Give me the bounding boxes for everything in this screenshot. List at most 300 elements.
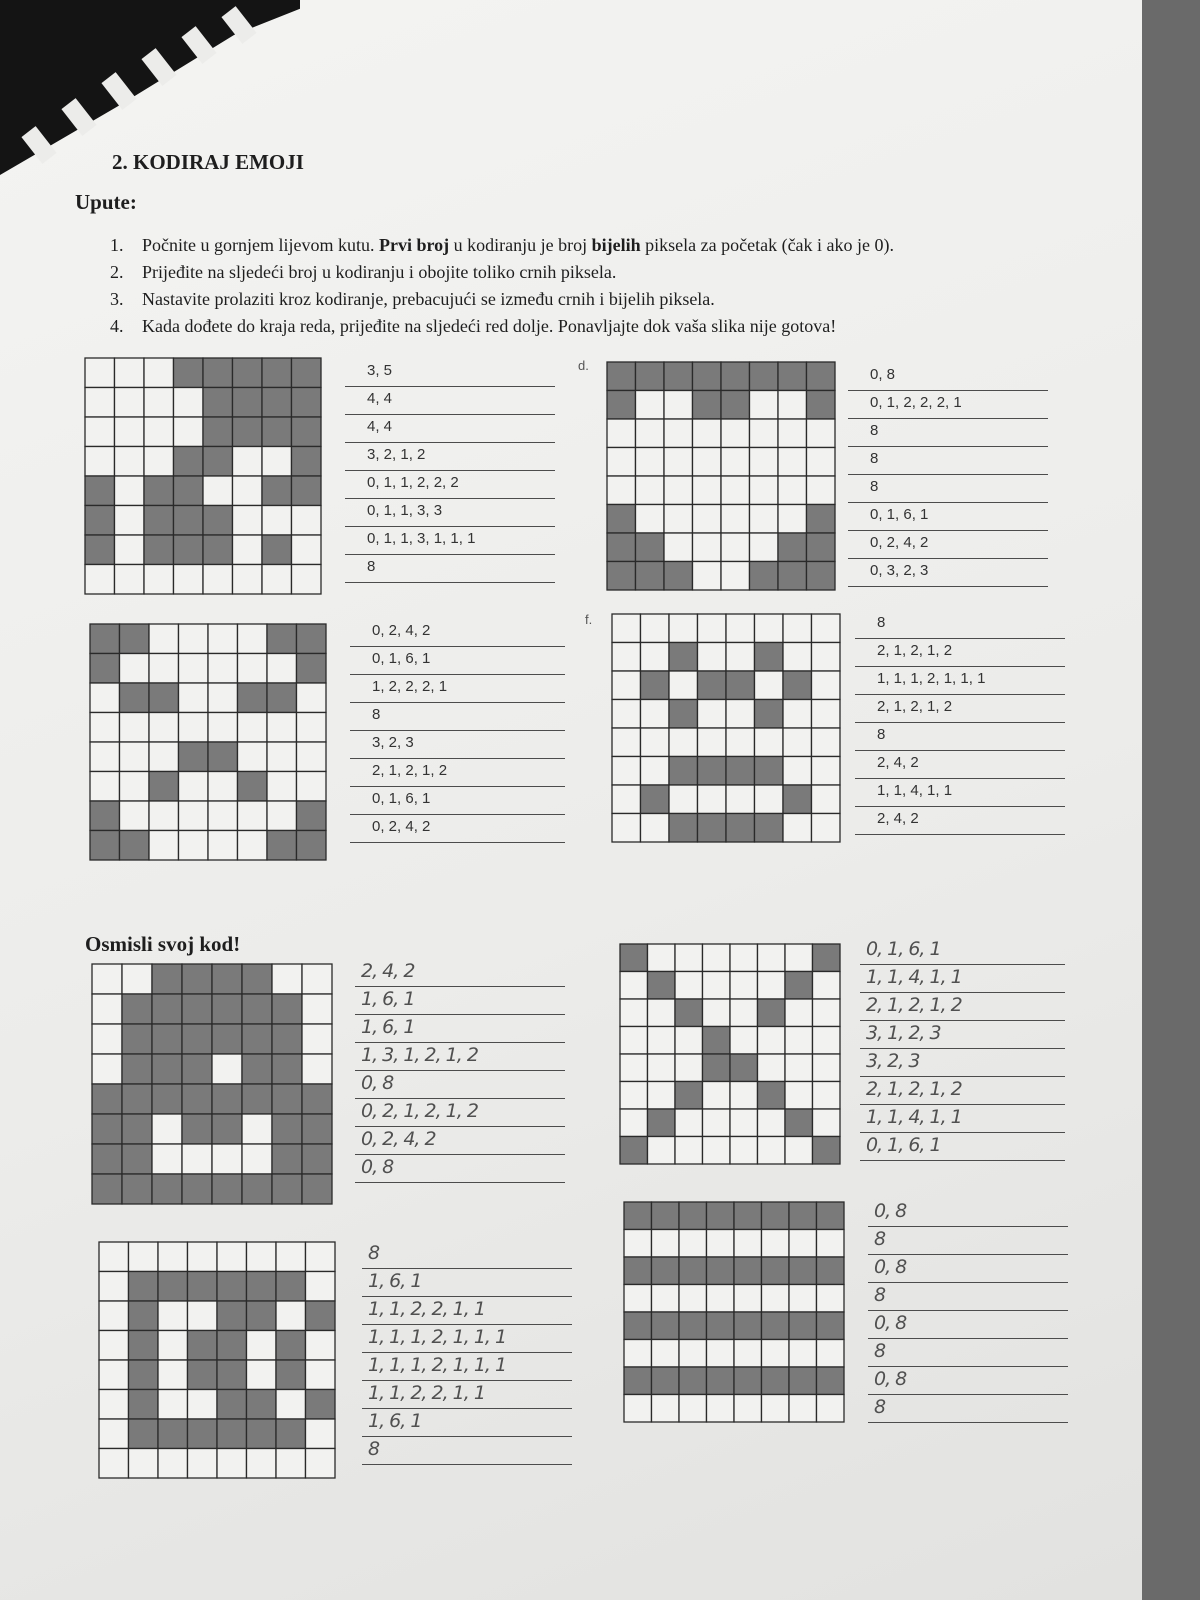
code-line: 0, 1, 6, 1	[848, 504, 1048, 531]
blank-pixel	[669, 728, 698, 757]
blank-pixel	[785, 944, 813, 972]
blank-pixel	[813, 1109, 841, 1137]
shaded-pixel	[721, 362, 750, 391]
blank-pixel	[698, 614, 727, 643]
blank-pixel	[721, 505, 750, 534]
blank-pixel	[624, 1285, 652, 1313]
instruction-item	[110, 313, 1110, 340]
blank-pixel	[238, 801, 268, 831]
instruction-item	[110, 286, 1110, 313]
blank-pixel	[129, 1449, 159, 1479]
shaded-pixel	[783, 785, 812, 814]
blank-pixel	[242, 1114, 272, 1144]
shaded-pixel	[203, 447, 233, 477]
blank-pixel	[817, 1395, 845, 1423]
shaded-pixel	[122, 1084, 152, 1114]
shaded-pixel	[726, 671, 755, 700]
shaded-pixel	[149, 772, 179, 802]
blank-pixel	[302, 964, 332, 994]
blank-pixel	[212, 1144, 242, 1174]
blank-pixel	[152, 1144, 182, 1174]
blank-pixel	[693, 505, 722, 534]
shaded-pixel	[652, 1257, 680, 1285]
blank-pixel	[703, 972, 731, 1000]
shaded-pixel	[302, 1084, 332, 1114]
blank-pixel	[624, 1230, 652, 1258]
blank-pixel	[664, 419, 693, 448]
shaded-pixel	[785, 1109, 813, 1137]
shaded-pixel	[217, 1301, 247, 1331]
blank-pixel	[144, 388, 174, 418]
blank-pixel	[693, 419, 722, 448]
blank-pixel	[785, 1054, 813, 1082]
code-line: 0, 1, 1, 2, 2, 2	[345, 472, 555, 499]
code-line: 0, 1, 6, 1	[350, 788, 565, 815]
shaded-pixel	[212, 994, 242, 1024]
blank-pixel	[624, 1395, 652, 1423]
shaded-pixel	[624, 1367, 652, 1395]
blank-pixel	[612, 757, 641, 786]
blank-pixel	[233, 506, 263, 536]
instruction-number: 3.	[110, 289, 124, 309]
shaded-pixel	[217, 1331, 247, 1361]
blank-pixel	[812, 614, 841, 643]
shaded-pixel	[212, 1174, 242, 1204]
shaded-pixel	[272, 1114, 302, 1144]
instruction-number: 1.	[110, 235, 124, 255]
blank-pixel	[262, 447, 292, 477]
blank-pixel	[179, 831, 209, 861]
shaded-pixel	[789, 1257, 817, 1285]
shaded-pixel	[698, 757, 727, 786]
shaded-pixel	[276, 1419, 306, 1449]
blank-pixel	[755, 671, 784, 700]
shaded-pixel	[212, 964, 242, 994]
shaded-pixel	[122, 1174, 152, 1204]
shaded-pixel	[726, 814, 755, 843]
blank-pixel	[306, 1419, 336, 1449]
shaded-pixel	[679, 1202, 707, 1230]
blank-pixel	[703, 1109, 731, 1137]
code-line: 0, 3, 2, 3	[848, 560, 1048, 587]
blank-pixel	[612, 671, 641, 700]
shaded-pixel	[92, 1174, 122, 1204]
blank-pixel	[734, 1395, 762, 1423]
blank-pixel	[99, 1301, 129, 1331]
shaded-pixel	[778, 562, 807, 591]
shaded-pixel	[262, 535, 292, 565]
code-line: 1, 1, 1, 2, 1, 1, 1	[855, 668, 1065, 695]
blank-pixel	[276, 1390, 306, 1420]
blank-pixel	[817, 1285, 845, 1313]
blank-pixel	[652, 1395, 680, 1423]
blank-pixel	[242, 1144, 272, 1174]
code-line: 0, 1, 1, 3, 1, 1, 1	[345, 528, 555, 555]
instructions-heading: Upute:	[75, 190, 137, 214]
shaded-pixel	[85, 476, 115, 506]
blank-pixel	[783, 757, 812, 786]
blank-pixel	[158, 1449, 188, 1479]
blank-pixel	[208, 654, 238, 684]
blank-pixel	[144, 447, 174, 477]
code-line: 8	[345, 556, 555, 583]
blank-pixel	[778, 505, 807, 534]
shaded-pixel	[750, 362, 779, 391]
blank-pixel	[188, 1301, 218, 1331]
shaded-pixel	[174, 506, 204, 536]
blank-pixel	[233, 476, 263, 506]
code-line: 4, 4	[345, 388, 555, 415]
shaded-pixel	[652, 1202, 680, 1230]
blank-pixel	[679, 1230, 707, 1258]
code-line: 8	[868, 1284, 1068, 1311]
shaded-pixel	[272, 1174, 302, 1204]
shaded-pixel	[90, 624, 120, 654]
blank-pixel	[664, 533, 693, 562]
shaded-pixel	[807, 562, 836, 591]
shaded-pixel	[203, 535, 233, 565]
blank-pixel	[734, 1285, 762, 1313]
blank-pixel	[302, 1054, 332, 1084]
blank-pixel	[693, 476, 722, 505]
code-line: 4, 4	[345, 416, 555, 443]
code-line: 1, 1, 2, 2, 1, 1	[362, 1382, 572, 1409]
blank-pixel	[115, 417, 145, 447]
shaded-pixel	[233, 417, 263, 447]
shaded-pixel	[758, 1082, 786, 1110]
blank-pixel	[755, 785, 784, 814]
blank-pixel	[115, 565, 145, 595]
blank-pixel	[115, 358, 145, 388]
instruction-text: Nastavite prolaziti kroz kodiranje, prebacujući se između crnih i bijelih piksela.	[142, 289, 715, 309]
blank-pixel	[292, 506, 322, 536]
blank-pixel	[664, 476, 693, 505]
blank-pixel	[703, 999, 731, 1027]
blank-pixel	[203, 476, 233, 506]
shaded-pixel	[272, 1024, 302, 1054]
blank-pixel	[679, 1285, 707, 1313]
blank-pixel	[648, 1054, 676, 1082]
shaded-pixel	[807, 505, 836, 534]
shaded-pixel	[272, 994, 302, 1024]
shaded-pixel	[182, 1084, 212, 1114]
blank-pixel	[679, 1395, 707, 1423]
blank-pixel	[99, 1449, 129, 1479]
code-line: 0, 2, 4, 2	[350, 816, 565, 843]
blank-pixel	[812, 700, 841, 729]
shaded-pixel	[120, 624, 150, 654]
blank-pixel	[812, 643, 841, 672]
blank-pixel	[297, 683, 327, 713]
blank-pixel	[179, 713, 209, 743]
blank-pixel	[721, 419, 750, 448]
shaded-pixel	[669, 814, 698, 843]
blank-pixel	[217, 1242, 247, 1272]
blank-pixel	[612, 814, 641, 843]
blank-pixel	[675, 1109, 703, 1137]
blank-pixel	[90, 713, 120, 743]
blank-pixel	[297, 772, 327, 802]
shaded-pixel	[149, 683, 179, 713]
shaded-pixel	[789, 1312, 817, 1340]
shaded-pixel	[664, 562, 693, 591]
blank-pixel	[675, 1027, 703, 1055]
blank-pixel	[620, 1109, 648, 1137]
shaded-pixel	[302, 1114, 332, 1144]
code-line: 8	[855, 724, 1065, 751]
blank-pixel	[302, 994, 332, 1024]
shaded-pixel	[297, 831, 327, 861]
blank-pixel	[90, 772, 120, 802]
code-line: 8	[362, 1242, 572, 1269]
blank-pixel	[247, 1449, 277, 1479]
code-line: 1, 6, 1	[355, 1016, 565, 1043]
instruction-item	[110, 232, 1110, 259]
blank-pixel	[115, 388, 145, 418]
shaded-pixel	[648, 1109, 676, 1137]
blank-pixel	[115, 476, 145, 506]
shaded-pixel	[807, 362, 836, 391]
code-line: 3, 2, 3	[860, 1050, 1065, 1077]
blank-pixel	[664, 448, 693, 477]
blank-pixel	[208, 831, 238, 861]
shaded-pixel	[188, 1331, 218, 1361]
blank-pixel	[620, 1054, 648, 1082]
shaded-pixel	[182, 964, 212, 994]
shaded-pixel	[122, 1144, 152, 1174]
blank-pixel	[149, 801, 179, 831]
shaded-pixel	[144, 506, 174, 536]
blank-pixel	[730, 1109, 758, 1137]
code-line: 0, 8	[868, 1200, 1068, 1227]
shaded-pixel	[182, 1054, 212, 1084]
blank-pixel	[149, 624, 179, 654]
blank-pixel	[675, 1137, 703, 1165]
code-line: 2, 1, 2, 1, 2	[860, 994, 1065, 1021]
blank-pixel	[730, 972, 758, 1000]
blank-pixel	[703, 1137, 731, 1165]
blank-pixel	[641, 757, 670, 786]
code-line: 0, 8	[868, 1312, 1068, 1339]
blank-pixel	[636, 505, 665, 534]
blank-pixel	[783, 700, 812, 729]
blank-pixel	[188, 1449, 218, 1479]
blank-pixel	[785, 1137, 813, 1165]
blank-pixel	[758, 972, 786, 1000]
blank-pixel	[267, 713, 297, 743]
blank-pixel	[641, 814, 670, 843]
shaded-pixel	[624, 1312, 652, 1340]
shaded-pixel	[306, 1390, 336, 1420]
blank-pixel	[306, 1360, 336, 1390]
shaded-pixel	[762, 1202, 790, 1230]
blank-pixel	[306, 1272, 336, 1302]
blank-pixel	[272, 964, 302, 994]
blank-pixel	[179, 801, 209, 831]
item-letter: d.	[578, 358, 589, 373]
blank-pixel	[641, 643, 670, 672]
instruction-text: Počnite u gornjem lijevom kutu.	[142, 235, 379, 255]
shaded-pixel	[174, 358, 204, 388]
blank-pixel	[149, 713, 179, 743]
blank-pixel	[85, 447, 115, 477]
blank-pixel	[778, 391, 807, 420]
shaded-pixel	[807, 391, 836, 420]
blank-pixel	[115, 535, 145, 565]
shaded-pixel	[669, 643, 698, 672]
blank-pixel	[648, 944, 676, 972]
shaded-pixel	[92, 1114, 122, 1144]
shaded-pixel	[817, 1312, 845, 1340]
code-line: 2, 4, 2	[855, 752, 1065, 779]
blank-pixel	[129, 1242, 159, 1272]
shaded-pixel	[129, 1272, 159, 1302]
pixel-grid-e	[88, 622, 328, 862]
blank-pixel	[813, 1054, 841, 1082]
blank-pixel	[648, 1082, 676, 1110]
shaded-pixel	[203, 417, 233, 447]
shaded-pixel	[144, 476, 174, 506]
shaded-pixel	[217, 1390, 247, 1420]
blank-pixel	[276, 1242, 306, 1272]
pixel-grid-c	[83, 356, 323, 596]
shaded-pixel	[302, 1144, 332, 1174]
shaded-pixel	[302, 1174, 332, 1204]
blank-pixel	[612, 700, 641, 729]
shaded-pixel	[778, 362, 807, 391]
blank-pixel	[812, 671, 841, 700]
blank-pixel	[778, 448, 807, 477]
shaded-pixel	[276, 1331, 306, 1361]
blank-pixel	[693, 448, 722, 477]
shaded-pixel	[636, 562, 665, 591]
shaded-pixel	[247, 1390, 277, 1420]
code-line: 1, 6, 1	[362, 1410, 572, 1437]
blank-pixel	[174, 565, 204, 595]
shaded-pixel	[120, 683, 150, 713]
code-line: 8	[362, 1438, 572, 1465]
blank-pixel	[783, 814, 812, 843]
blank-pixel	[813, 999, 841, 1027]
code-line: 2, 1, 2, 1, 2	[855, 640, 1065, 667]
shaded-pixel	[276, 1360, 306, 1390]
shaded-pixel	[85, 506, 115, 536]
pixel-grid-h	[618, 942, 842, 1166]
shaded-pixel	[233, 388, 263, 418]
blank-pixel	[703, 944, 731, 972]
shaded-pixel	[267, 831, 297, 861]
blank-pixel	[807, 419, 836, 448]
shaded-pixel	[174, 535, 204, 565]
blank-pixel	[734, 1340, 762, 1368]
blank-pixel	[238, 654, 268, 684]
shaded-pixel	[208, 742, 238, 772]
shaded-pixel	[758, 999, 786, 1027]
blank-pixel	[652, 1285, 680, 1313]
shaded-pixel	[272, 1054, 302, 1084]
shaded-pixel	[620, 1137, 648, 1165]
shaded-pixel	[789, 1367, 817, 1395]
blank-pixel	[726, 728, 755, 757]
code-line: 0, 8	[868, 1368, 1068, 1395]
shaded-pixel	[707, 1367, 735, 1395]
blank-pixel	[612, 643, 641, 672]
shaded-pixel	[648, 972, 676, 1000]
shaded-pixel	[734, 1367, 762, 1395]
blank-pixel	[730, 999, 758, 1027]
blank-pixel	[179, 624, 209, 654]
blank-pixel	[90, 742, 120, 772]
blank-pixel	[208, 683, 238, 713]
shaded-pixel	[247, 1301, 277, 1331]
blank-pixel	[750, 391, 779, 420]
blank-pixel	[267, 654, 297, 684]
instruction-item	[110, 259, 1110, 286]
blank-pixel	[297, 742, 327, 772]
blank-pixel	[758, 1054, 786, 1082]
shaded-pixel	[152, 964, 182, 994]
blank-pixel	[152, 1114, 182, 1144]
code-line: 8	[848, 448, 1048, 475]
blank-pixel	[612, 785, 641, 814]
blank-pixel	[144, 417, 174, 447]
blank-pixel	[778, 419, 807, 448]
shaded-pixel	[152, 1024, 182, 1054]
shaded-pixel	[182, 1114, 212, 1144]
shaded-pixel	[152, 1054, 182, 1084]
blank-pixel	[208, 801, 238, 831]
pixel-grid-j	[622, 1200, 846, 1424]
shaded-pixel	[203, 506, 233, 536]
blank-pixel	[188, 1390, 218, 1420]
blank-pixel	[208, 624, 238, 654]
blank-pixel	[174, 417, 204, 447]
shaded-pixel	[203, 358, 233, 388]
shaded-pixel	[217, 1272, 247, 1302]
shaded-pixel	[247, 1419, 277, 1449]
blank-pixel	[120, 772, 150, 802]
blank-pixel	[730, 1137, 758, 1165]
code-line: 1, 6, 1	[355, 988, 565, 1015]
shaded-pixel	[92, 1084, 122, 1114]
shaded-pixel	[129, 1390, 159, 1420]
blank-pixel	[158, 1331, 188, 1361]
code-line: 8	[848, 476, 1048, 503]
shaded-pixel	[292, 417, 322, 447]
blank-pixel	[762, 1395, 790, 1423]
shaded-pixel	[217, 1360, 247, 1390]
blank-pixel	[789, 1395, 817, 1423]
blank-pixel	[750, 505, 779, 534]
shaded-pixel	[188, 1360, 218, 1390]
shaded-pixel	[624, 1202, 652, 1230]
code-line: 2, 1, 2, 1, 2	[350, 760, 565, 787]
shaded-pixel	[129, 1301, 159, 1331]
code-line: 8	[868, 1396, 1068, 1423]
shaded-pixel	[247, 1272, 277, 1302]
blank-pixel	[174, 388, 204, 418]
code-line: 1, 1, 4, 1, 1	[855, 780, 1065, 807]
blank-pixel	[208, 713, 238, 743]
code-line: 1, 1, 2, 2, 1, 1	[362, 1298, 572, 1325]
shaded-pixel	[267, 624, 297, 654]
code-line: 0, 2, 4, 2	[355, 1128, 565, 1155]
blank-pixel	[636, 419, 665, 448]
blank-pixel	[641, 614, 670, 643]
shaded-pixel	[675, 999, 703, 1027]
shaded-pixel	[158, 1272, 188, 1302]
shaded-pixel	[212, 1114, 242, 1144]
